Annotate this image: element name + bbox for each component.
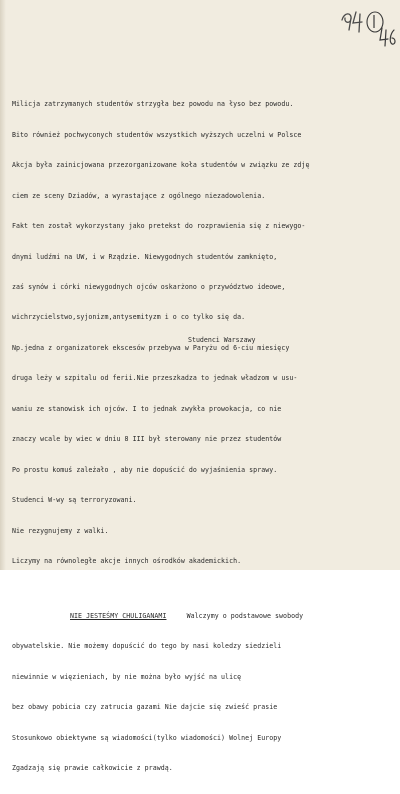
text-line: Bito również pochwyconych studentów wszystkich wyższych uczelni w Polsce xyxy=(12,130,302,139)
text-line: Fakt ten został wykorzystany jako pretekst do rozprawienia się z niewygo- xyxy=(12,222,306,231)
text-line: bez obawy pobicia czy zatrucia gazami Nie dajcie się zwieść prasie xyxy=(12,703,278,712)
text-line: dnymi ludźmi na UW, i w Rządzie. Niewygodnych studentów zamknięto, xyxy=(12,252,278,261)
text-line: Np.jedna z organizatorek ekscesów przebywa w Paryżu od 6-ciu miesięcy xyxy=(12,343,290,352)
slogan-underlined: NIE JESTEŚMY CHULIGANAMI xyxy=(70,611,167,620)
page-edge-shadow xyxy=(0,0,6,570)
text-line: druga leży w szpitalu od ferii.Nie przeszkadza to jednak władzom w usu- xyxy=(12,374,298,383)
text-line: niewinnie w więzieniach, by nie można było wyjść na ulicę xyxy=(12,672,242,681)
document-body xyxy=(12,79,392,794)
text-line: waniu ze stanowisk ich ojców. I to jednak zwykła prowokacja, co nie xyxy=(12,404,282,413)
signature: Studenci Warszawy xyxy=(188,336,256,344)
text-line: Liczymy na równoległe akcje innych ośrodków akademickich. xyxy=(12,557,242,566)
text-line: Milicja zatrzymanych studentów strzygła bez powodu na łyso bez powodu. xyxy=(12,100,294,109)
paragraph-gap xyxy=(12,587,392,591)
text-line: Zgadzają się prawie całkowicie z prawdą. xyxy=(12,764,173,773)
text-line: Stosunkowo obiektywne są wiadomości(tylko wiadomości) Wolnej Europy xyxy=(12,733,282,742)
text-line: Po prostu komuś zależało , aby nie dopuścić do wyjaśnienia sprawy. xyxy=(12,465,278,474)
slogan-line xyxy=(12,611,392,621)
text-line: wichrzycielstwo,syjonizm,antysemityzm i o co tylko się da. xyxy=(12,313,246,322)
text-line: znaczy wcale by wiec w dniu 8 III był sterowany nie przez studentów xyxy=(12,435,282,444)
handwritten-annotation xyxy=(338,6,398,50)
text-line: Studenci W-wy są terroryzowani. xyxy=(12,496,137,505)
text-line: zaś synów i córki niewygodnych ojców oskarżono o przywództwo ideowe, xyxy=(12,283,286,292)
slogan-rest: Walczymy o podstawowe swobody xyxy=(166,611,304,620)
text-line: obywatelskie. Nie możemy dopuścić do tego by nasi koledzy siedzieli xyxy=(12,642,282,651)
text-line: ciem ze sceny Dziadów, a wyrastające z ogólnego niezadowolenia. xyxy=(12,191,266,200)
text-line: Akcja była zainicjowana przezorganizowane koła studentów w związku ze zdję xyxy=(12,161,310,170)
text-line: Nie rezygnujemy z walki. xyxy=(12,526,109,535)
